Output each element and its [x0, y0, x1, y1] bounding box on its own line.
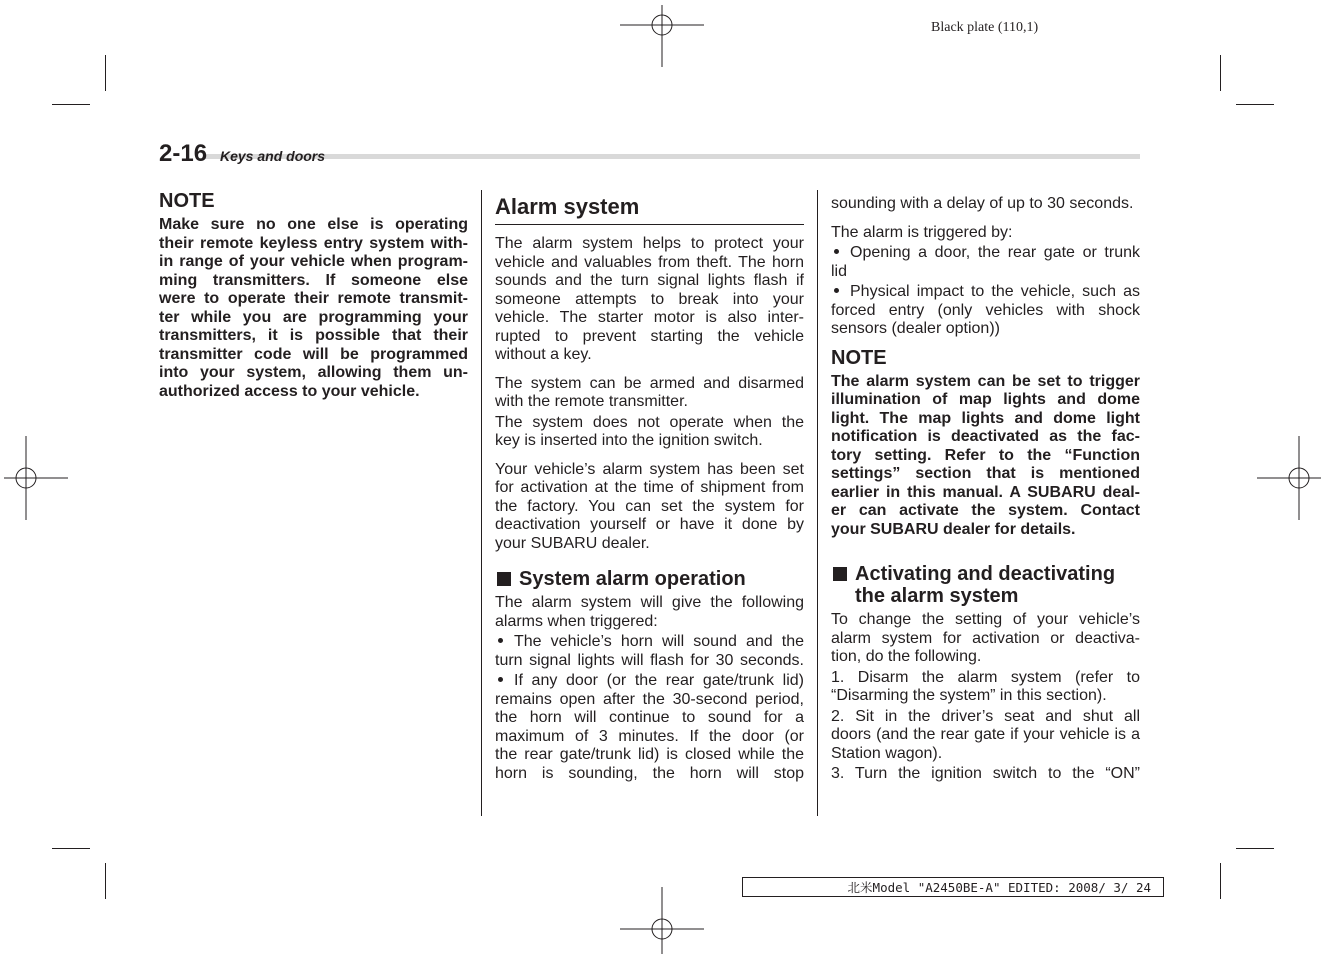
crop-mark	[1236, 104, 1274, 105]
registration-mark-icon	[1257, 436, 1327, 520]
crop-mark	[1220, 863, 1221, 899]
note-body: Make sure no one else is operating their remote keyless entry system with- in range of your vehicle when program- ming transmitters. If someone else were to operate their remote transmit- ter while you are programming your transmitters, it is possible that their transmitter code will be programmed into your system, allowing them un- authorized access to your vehicle.	[159, 216, 468, 400]
paragraph: The alarm system helps to protect your vehicle and valuables from theft. The horn sounds and the turn signal lights flash if someone attempts to break into your vehicle. The starter motor is also inter- rupted to prevent starting the vehicle without a key.	[495, 235, 804, 363]
crop-mark	[1236, 848, 1274, 849]
footer-edit-label: 北米Model "A2450BE-A" EDITED: 2008/ 3/ 24	[742, 877, 1164, 897]
page-number: 2-16	[159, 140, 208, 167]
paragraph: The alarm is triggered by:	[831, 223, 1013, 241]
square-bullet-icon	[497, 572, 511, 586]
list-item: The vehicle’s horn will sound and the turn signal lights will flash for 30 seconds.	[495, 633, 804, 669]
header-rule	[205, 154, 1140, 159]
square-bullet-icon	[833, 567, 847, 581]
section-heading: Alarm system	[495, 194, 804, 225]
middle-column	[495, 194, 804, 783]
bullet-icon	[498, 677, 503, 682]
list-item: If any door (or the rear gate/trunk lid) remains open after the 30-second period, the horn will continue to sound for a maximum of 3 minutes. If the door (or the rear gate/trunk lid) is closed while the horn is sounding, the horn will stop	[495, 672, 804, 782]
paragraph: The system does not operate when the key is inserted into the ignition switch.	[495, 413, 804, 449]
column-divider	[481, 190, 482, 816]
paragraph: The alarm system will give the following alarms when triggered:	[495, 594, 804, 630]
bullet-icon	[498, 638, 503, 643]
registration-mark-icon	[620, 887, 704, 971]
note-body: The alarm system can be set to trigger illumination of map lights and dome light. The map lights and dome light notification is deactivated as the fac- tory setting. Refer to the “Function settings” section that is mentioned earlier in this manual. A SUBARU deal- er can activate the system. Contact your SUBARU dealer for details.	[831, 372, 1140, 538]
note-heading: NOTE	[831, 346, 887, 369]
note-heading: NOTE	[159, 190, 215, 212]
section-title: Keys and doors	[220, 148, 326, 164]
plate-label: Black plate (110,1)	[931, 20, 1039, 35]
crop-mark	[52, 104, 90, 105]
registration-mark-icon	[0, 436, 68, 520]
step: 1. Disarm the alarm system (refer to “Disarming the system” in this section).	[831, 668, 1140, 704]
crop-mark	[52, 848, 90, 849]
subsection-heading: Activating and deactivating the alarm system	[831, 563, 1140, 607]
left-column	[159, 190, 468, 401]
crop-mark	[1220, 55, 1221, 91]
crop-mark	[105, 863, 106, 899]
registration-mark-icon	[620, 0, 704, 67]
right-column	[831, 195, 1140, 784]
list-item: Opening a door, the rear gate or trunk lid	[831, 244, 1140, 280]
list-item: Physical impact to the vehicle, such as forced entry (only vehicles with shock sensors (dealer option))	[831, 283, 1140, 337]
bullet-icon	[834, 288, 839, 293]
step: 3. Turn the ignition switch to the “ON”	[831, 765, 1140, 782]
step: 2. Sit in the driver’s seat and shut all doors (and the rear gate if your vehicle is a Station wagon).	[831, 707, 1140, 762]
paragraph: sounding with a delay of up to 30 seconds.	[831, 195, 1134, 212]
crop-mark	[105, 55, 106, 91]
paragraph: Your vehicle’s alarm system has been set for activation at the time of shipment from the factory. You can set the system for deactivation yourself or have it done by your SUBARU dealer.	[495, 460, 804, 552]
paragraph: To change the setting of your vehicle’s alarm system for activation or deactiva- tion, do the following.	[831, 611, 1140, 665]
bullet-icon	[834, 249, 839, 254]
column-divider	[817, 190, 818, 816]
paragraph: The system can be armed and disarmed with the remote transmitter.	[495, 374, 804, 410]
subsection-heading: System alarm operation	[495, 568, 804, 590]
